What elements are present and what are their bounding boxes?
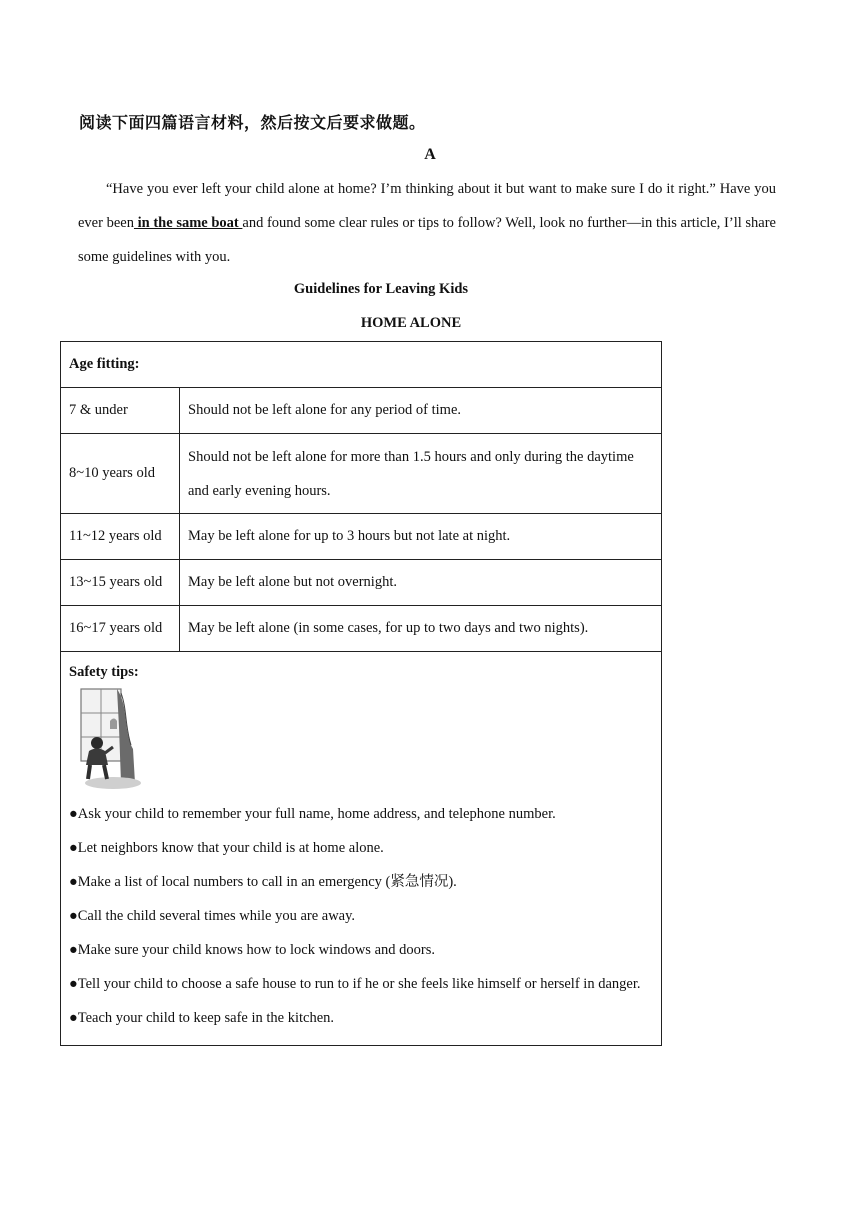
guidelines-table [60,341,662,1046]
table-row [61,388,662,434]
table-row [61,606,662,652]
list-item: ●Tell your child to choose a safe house to run to if he or she feels like himself or herself in danger. [69,976,641,992]
rule-cell: May be left alone (in some cases, for up to two days and two nights). [180,606,662,652]
section-letter: A [424,146,436,163]
age-cell: 11~12 years old [61,514,180,560]
list-item: ●Let neighbors know that your child is at home alone. [69,840,384,856]
age-fitting-header: Age fitting: [61,342,662,388]
age-cell: 16~17 years old [61,606,180,652]
age-cell: 8~10 years old [61,434,180,514]
rule-cell: May be left alone for up to 3 hours but not late at night. [180,514,662,560]
safety-tips-cell [61,652,662,1046]
table-row [61,560,662,606]
highlighted-phrase: in the same boat [133,215,243,231]
age-cell: 7 & under [61,388,180,434]
guidelines-subtitle: HOME ALONE [360,315,462,331]
table-row [61,434,662,514]
reading-instruction: 阅读下面四篇语言材料，然后按文后要求做题。 [79,113,426,132]
list-item: ●Make a list of local numbers to call in an emergency (紧急情况). [69,874,457,890]
rule-cell: May be left alone but not overnight. [180,560,662,606]
list-item: ●Ask your child to remember your full name, home address, and telephone number. [69,806,556,822]
child-at-window-illustration [77,687,143,791]
guidelines-title: Guidelines for Leaving Kids [293,281,469,297]
rule-cell: Should not be left alone for any period of time. [180,388,662,434]
safety-tips-header: Safety tips: [69,664,139,680]
list-item: ●Make sure your child knows how to lock windows and doors. [69,942,435,958]
rule-cell: Should not be left alone for more than 1.5 hours and only during the daytime and early evening hours. [180,434,662,514]
intro-text-before: “Have you ever left your child alone at home? I’m thinking about it but want to make sure I do it right.” Have you ever been [78,181,776,231]
list-item: ●Teach your child to keep safe in the kitchen. [69,1010,335,1026]
intro-paragraph [78,172,776,274]
table-row [61,514,662,560]
age-cell: 13~15 years old [61,560,180,606]
intro-text-after: and found some clear rules or tips to follow? Well, look no further—in this article, I’ll share some guidelines with you. [78,215,776,265]
list-item: ●Call the child several times while you are away. [69,908,356,924]
safety-tips-list [69,797,653,1035]
